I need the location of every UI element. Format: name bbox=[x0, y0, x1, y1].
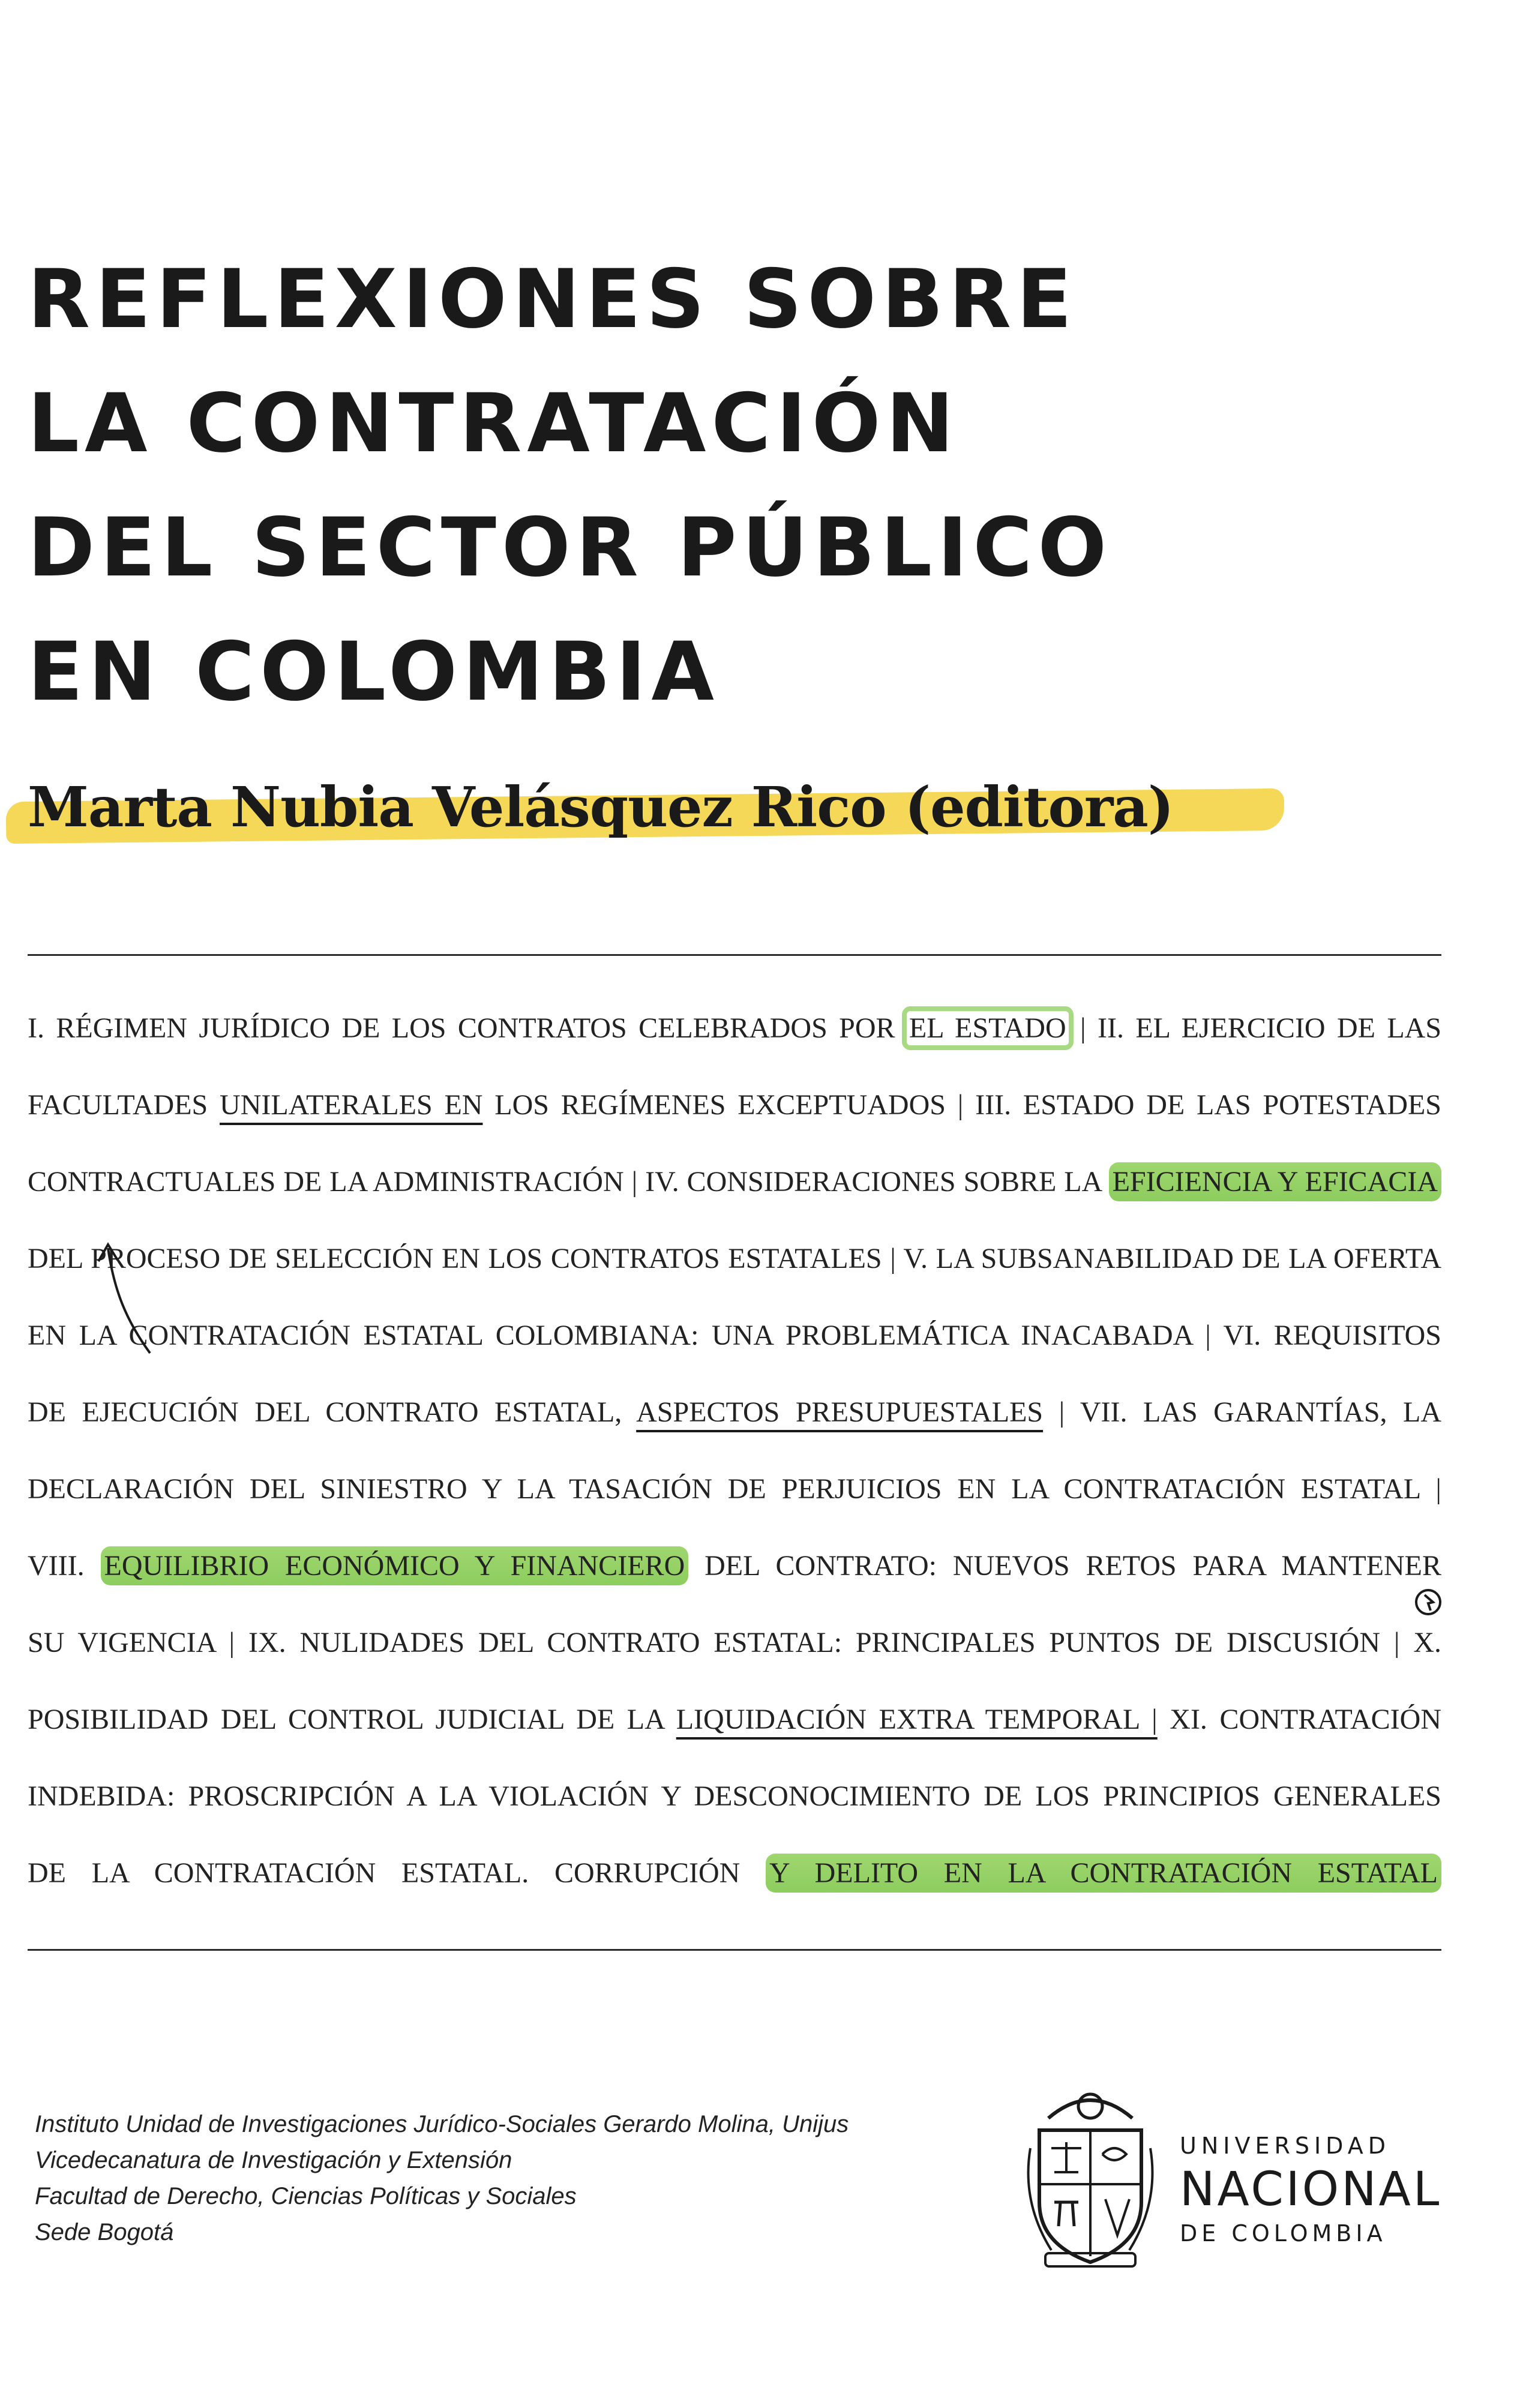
boxed-phrase: EL ESTADO bbox=[907, 1011, 1069, 1045]
institution-line-3: Facultad de Derecho, Ciencias Políticas y Sociales bbox=[35, 2183, 577, 2209]
bottom-divider bbox=[28, 1949, 1441, 1951]
title-line-2: LA CONTRATACIÓN bbox=[28, 376, 960, 470]
contents-text: INDEBIDA: PROSCRIPCIÓN A LA VIOLACIÓN Y DESCONOCIMIENTO DE LOS PRINCIPIOS GENERALES bbox=[28, 1780, 1441, 1812]
institution-line-1: Instituto Unidad de Investigaciones Jurídico-Sociales Gerardo Molina, Unijus bbox=[35, 2111, 849, 2137]
editor-block bbox=[6, 762, 1296, 852]
institution-credits bbox=[35, 2106, 995, 2250]
title-line-4: EN COLOMBIA bbox=[28, 625, 719, 719]
contents-line bbox=[28, 1067, 1441, 1144]
editor-name: Marta Nubia Velásquez Rico (editora) bbox=[28, 775, 1174, 839]
contents-line bbox=[28, 990, 1441, 1067]
contents-line bbox=[28, 1758, 1441, 1835]
university-line-1: UNIVERSIDAD bbox=[1180, 2133, 1391, 2159]
top-divider bbox=[28, 954, 1441, 956]
contents-text: POSIBILIDAD DEL CONTROL JUDICIAL DE LA bbox=[28, 1704, 676, 1735]
contents-text: VIII. bbox=[28, 1550, 101, 1582]
contents-line bbox=[28, 1221, 1441, 1297]
contents-line bbox=[28, 1144, 1441, 1221]
institution-line-4: Sede Bogotá bbox=[35, 2219, 174, 2245]
contents-text: DEL CONTRATO: NUEVOS RETOS PARA MANTENER bbox=[688, 1550, 1442, 1582]
highlighted-phrase: EQUILIBRIO ECONÓMICO Y FINANCIERO bbox=[101, 1546, 689, 1585]
institution-line-2: Vicedecanatura de Investigación y Extensión bbox=[35, 2147, 512, 2173]
contents-text: DEL PROCESO DE SELECCIÓN EN LOS CONTRATOS ESTATALES | V. LA SUBSANABILIDAD DE LA OFERTA bbox=[28, 1243, 1441, 1275]
contents-line bbox=[28, 1451, 1441, 1528]
contents-line bbox=[28, 1605, 1441, 1681]
contents-text: I. RÉGIMEN JURÍDICO DE LOS CONTRATOS CELEBRADOS POR bbox=[28, 1012, 907, 1044]
contents-line bbox=[28, 1681, 1441, 1758]
contents-text: DE EJECUCIÓN DEL CONTRATO ESTATAL, bbox=[28, 1396, 637, 1428]
contents-text: EN LA CONTRATACIÓN ESTATAL COLOMBIANA: UNA PROBLEMÁTICA INACABADA | VI. REQUISITOS bbox=[28, 1320, 1441, 1351]
contents-line bbox=[28, 1528, 1441, 1605]
highlighted-phrase: EFICIENCIA Y EFICACIA bbox=[1109, 1162, 1441, 1201]
contents-line bbox=[28, 1835, 1441, 1912]
university-line-3: DE COLOMBIA bbox=[1180, 2220, 1387, 2247]
university-line-2: NACIONAL bbox=[1180, 2163, 1442, 2217]
contents-text: | II. EL EJERCICIO DE LAS bbox=[1068, 1012, 1442, 1044]
title-line-1: REFLEXIONES SOBRE bbox=[28, 252, 1078, 346]
contents-text: | VII. LAS GARANTÍAS, LA bbox=[1043, 1396, 1442, 1428]
contents-text: LOS REGÍMENES EXCEPTUADOS | III. ESTADO DE LAS POTESTADES bbox=[482, 1089, 1442, 1121]
underlined-phrase: UNILATERALES EN bbox=[220, 1089, 483, 1121]
title-line-3: DEL SECTOR PÚBLICO bbox=[28, 500, 1113, 595]
underlined-phrase: LIQUIDACIÓN EXTRA TEMPORAL | bbox=[676, 1704, 1158, 1735]
contents-text: FACULTADES bbox=[28, 1089, 220, 1121]
university-crest-icon bbox=[1015, 2082, 1165, 2274]
highlighted-phrase: Y DELITO EN LA CONTRATACIÓN ESTATAL bbox=[766, 1854, 1441, 1893]
contents-line bbox=[28, 1297, 1441, 1374]
university-logo-text bbox=[1180, 2129, 1441, 2250]
contents-text: CONTRACTUALES DE LA ADMINISTRACIÓN | IV. CONSIDERACIONES SOBRE LA bbox=[28, 1166, 1109, 1198]
underlined-phrase: ASPECTOS PRESUPUESTALES bbox=[636, 1396, 1044, 1428]
contents-text: DE LA CONTRATACIÓN ESTATAL. CORRUPCIÓN bbox=[28, 1857, 766, 1889]
contents-text: XI. CONTRATACIÓN bbox=[1157, 1704, 1441, 1735]
table-of-contents bbox=[28, 990, 1441, 1912]
contents-line bbox=[28, 1374, 1441, 1451]
contents-text: SU VIGENCIA | IX. NULIDADES DEL CONTRATO ESTATAL: PRINCIPALES PUNTOS DE DISCUSIÓN | X. bbox=[28, 1627, 1441, 1659]
book-title bbox=[28, 237, 1408, 734]
contents-text: DECLARACIÓN DEL SINIESTRO Y LA TASACIÓN DE PERJUICIOS EN LA CONTRATACIÓN ESTATAL | bbox=[28, 1473, 1441, 1505]
